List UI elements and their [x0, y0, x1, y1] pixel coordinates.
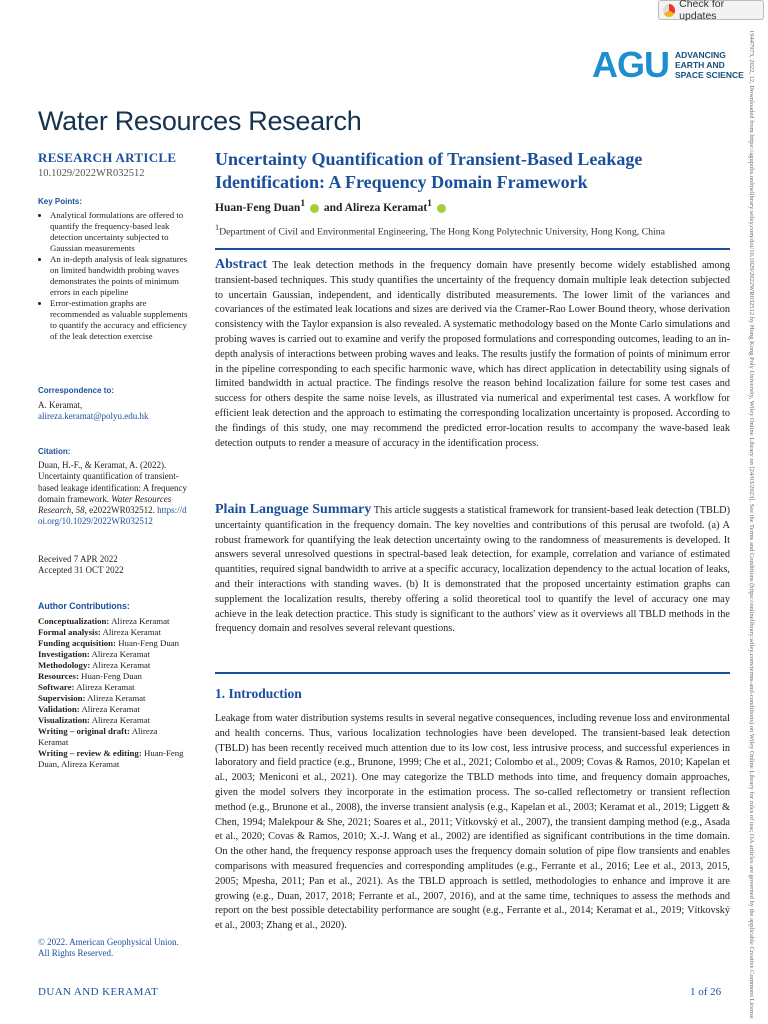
- author-list: Huan-Feng Duan$^1$ and Alireza Keramat$^1$: [215, 198, 730, 214]
- introduction-text: Leakage from water distribution systems results in several negative consequences, including revenue loss and environmental and health concerns. Thus, various localization technologies have been developed. The transient-based leak detection (TBLD) has been recently received much attention due to its low cost, less intrusive process, and successful experiences in laboratory and field practice (e.g., Brunone, 1999; Che et al., 2021; Colombo et al., 2009; Covas & Ramos, 2010; Kapelan et al., 2003; Meniconi et al., 2021). One may categorize the TBLD methods into time, and frequency domain approaches, given the model solvers they incorporate in the estimation process. The so-called reflectometry or transient reflection method (e.g., Brunone et al., 2008), the inverse transient analysis (e.g., Kapelan et al., 2003; Keramat et al., 2019; Liggett & Chen, 1994; Malekpour & She, 2021; Soares et al., 2011; Vítkovský et al., 2007), the transient damping method (e.g., Asada et al., 2020; Covas & Ramos, 2010; X.-J. Wang et al., 2002) are identified as significant contributions in the time domain. On the other hand, the frequency response approach uses the frequency domain solution of pipe flow transients and enables comparisons with measured frequencies and corresponding amplitudes (e.g., Ferrante et al., 2016; Lee et al., 2013, 2015, 2005; Mpesha, 2011; Pan et al., 2021). As the TBLD approach is settled, methodologies to enhance and improve it are growing (e.g., Duan, 2017, 2018; Ferrante et al., 2007, 2016), and at the same time, techniques to assess the methods and report on the best possible detectability performance are sought (e.g., Ferrante et al., 2014; Keramat et al., 2019; Vítkovský et al., 2003; Zhang et al., 2020).: [215, 713, 730, 932]
- contribution-item: Software: Alireza Keramat: [38, 682, 135, 692]
- plain-language-summary: [215, 503, 730, 637]
- author-name: Alireza Keramat: [344, 201, 428, 214]
- contribution-item: Conceptualization: Alireza Keramat: [38, 616, 170, 626]
- pls-text: This article suggests a statistical framework for transient-based leak detection (TBLD) uncertainty quantification in the frequency domain. The key novelties and contributions of this perusal are twofold. (a) A robust framework for quantifying the leak detection uncertainty owing to the randomness of measurements is developed. It answers several unresolved questions in spectral-based leak detection, for example, correlation and variance of estimated quantities, required signal bandwidth to arrive at a specific accuracy, localization dependency to the actual location of leaks, and their interactions with standing waves. (b) It is demonstrated that the proposed uncertainty estimation graphs can supplement the localization results, thereby offering a solid theoretical tool to quantify the level of accuracy one may achieve in the leak detection practice. This study is significant to the authors' view as it overviews all TBLD methods in the frequency domain and resolves several relevant questions.: [215, 505, 731, 635]
- orcid-icon[interactable]: [310, 204, 319, 213]
- author-name: Huan-Feng Duan: [215, 201, 301, 214]
- copyright-notice: © 2022. American Geophysical Union. All Rights Reserved.: [38, 937, 179, 959]
- check-for-updates-button[interactable]: [658, 0, 764, 20]
- abstract: [215, 258, 730, 451]
- contribution-item: Resources: Huan-Feng Duan: [38, 671, 142, 681]
- contribution-item: Methodology: Alireza Keramat: [38, 660, 151, 670]
- abstract-label: Abstract: [215, 257, 268, 272]
- crossmark-icon: [663, 4, 675, 17]
- article-doi: 10.1029/2022WR032512: [38, 168, 145, 179]
- author-contributions-section: [38, 601, 188, 770]
- orcid-icon[interactable]: [437, 204, 446, 213]
- contributions-label: Author Contributions:: [38, 601, 130, 611]
- page-number: 1 of 26: [690, 986, 722, 998]
- contribution-item: Investigation: Alireza Keramat: [38, 649, 150, 659]
- key-points-section: [38, 196, 188, 342]
- divider: [215, 672, 730, 674]
- key-point: • Analytical formulations are offered to quantify the frequency-based leak detection uncertainty subjected to Gaussian measurements: [50, 210, 188, 254]
- key-point: • Error-estimation graphs are recommended as valuable supplements to quantify the accuracy and efficiency of the leak detection exercise: [50, 298, 188, 342]
- affiliation: $^1$Department of Civil and Environmental Engineering, The Hong Kong Polytechnic University, Hong Kong, China: [215, 223, 666, 238]
- key-points-label: Key Points:: [38, 197, 83, 206]
- citation-section: [38, 446, 188, 527]
- section-heading: 1. Introduction: [215, 686, 302, 701]
- contribution-item: Formal analysis: Alireza Keramat: [38, 627, 161, 637]
- key-point: • An in-depth analysis of leak signatures on limited bandwidth probing waves demonstrates the points of minimum errors in each pipeline: [50, 254, 188, 298]
- correspondence-label: Correspondence to:: [38, 386, 115, 395]
- article-type: RESEARCH ARTICLE: [38, 150, 177, 165]
- citation-id: e2022WR032512.: [89, 505, 155, 516]
- check-for-updates-label: Check for updates: [679, 0, 725, 22]
- contribution-item: Writing – review & editing: Huan-Feng Duan, Alireza Keramat: [38, 748, 184, 769]
- accepted-date: Accepted 31 OCT 2022: [38, 565, 124, 576]
- correspondence-name: A. Keramat,: [38, 400, 83, 411]
- contribution-item: Validation: Alireza Keramat: [38, 704, 140, 714]
- contribution-item: Visualization: Alireza Keramat: [38, 715, 151, 725]
- contribution-item: Funding acquisition: Huan-Feng Duan: [38, 638, 180, 648]
- agu-logo-mark: AGU: [592, 44, 669, 85]
- download-side-note: 19447973, 2022, 12, Downloaded from https://agupubs.onlinelibrary.wiley.com/doi/10.1029/2022WR032512 by Hong Kong Poly University, Wiley Online Library on [24/03/2023]. See the Terms and Conditions (https://onlinelibrary.wiley.com/terms-and-conditions) on Wiley Online Library for rules of use; OA articles are governed by the applicable Creative Commons License: [748, 30, 755, 1019]
- pls-label: Plain Language Summary: [215, 502, 372, 517]
- correspondence-section: [38, 385, 188, 423]
- divider: [215, 248, 730, 250]
- running-head: DUAN AND KERAMAT: [38, 986, 159, 998]
- contribution-item: Writing – original draft: Alireza Keramat: [38, 726, 158, 747]
- received-date: Received 7 APR 2022: [38, 554, 118, 564]
- journal-title: Water Resources Research: [38, 106, 362, 136]
- agu-logo-tagline: ADVANCING EARTH AND SPACE SCIENCE: [675, 50, 744, 80]
- article-title: Uncertainty Quantification of Transient-Based Leakage Identification: A Frequency Domain Framework: [215, 149, 643, 192]
- contribution-item: Supervision: Alireza Keramat: [38, 693, 146, 703]
- citation-text: Duan, H.-F., & Keramat, A. (2022). Uncertainty quantification of transient-based leakage identification: A frequency domain framework.: [38, 460, 187, 504]
- citation-label: Citation:: [38, 447, 71, 456]
- citation-journal: Water Resources Research, 58,: [38, 493, 172, 516]
- citation-doi-link[interactable]: https://doi.org/10.1029/2022WR032512: [38, 505, 187, 527]
- history-section: [38, 554, 188, 576]
- abstract-text: The leak detection methods in the frequency domain have presently become widely established among transient-based techniques. This study quantifies the uncertainty of the frequency domain multiple leak detection subjected to uncertain Gaussian, independent, and identically distributed measurements. The lower limit of the variances and covariances of the estimated leak locations and sizes are derived via the Cramer-Rao Lower Bound theory, whose derivation consistency with the Taylor expansion is also revealed. A systematic methodology based on the Monte Carlo simulations and probing waves is carried out to examine and verify the proposed formulations and corresponding outcomes, leading to an in-depth analysis of interactions between probing waves and leaks. The results justify the formation of points of minimum error in the pipeline corresponding to each specific harmonic wave, which has direct application in detectability using signals of limited bandwidth in actual practice. The findings resolve the reason behind localization failure for some test cases and success for others despite the same noise levels, as illustrated via numerical and experimental test cases. A workflow for efficient leak detection and the approach to estimating the corresponding localization uncertainty is proposed. According to the findings of this study, one may recommend the predicted error-location results to accompany the wave-based leak detection outputs to render a measure of accuracy in the identification process.: [215, 260, 730, 449]
- agu-logo[interactable]: [592, 44, 744, 86]
- correspondence-email-link[interactable]: alireza.keramat@polyu.edu.hk: [38, 411, 149, 422]
